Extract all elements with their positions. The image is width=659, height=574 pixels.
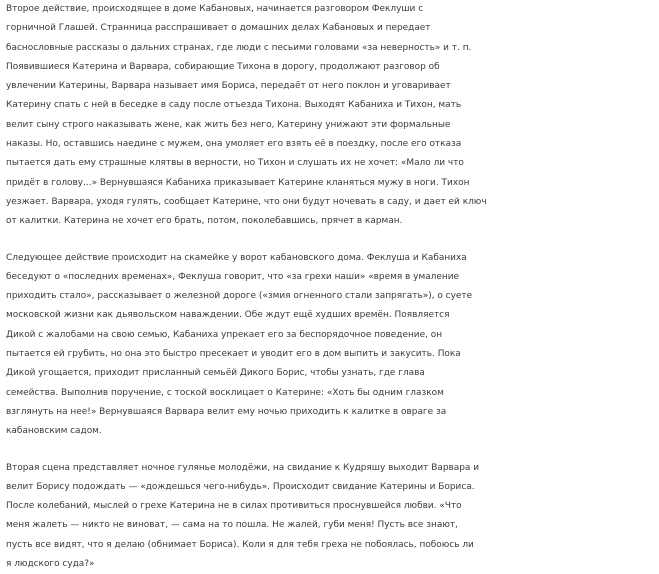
- paragraph: [6, 0, 658, 232]
- text-line: уезжает. Варвара, уходя гулять, сообщает Катерине, что они будут ночевать в саду, и дает ей ключ: [6, 196, 487, 207]
- paragraph-gap: [6, 232, 658, 249]
- text-line: Дикой угощается, приходит присланный семьёй Дикого Борис, чтобы узнать, где глава: [6, 368, 425, 379]
- text-line: взглянуть на нее!» Вернувшаяся Варвара велит ему ночью приходить к калитке в овраге за: [6, 406, 447, 417]
- text-line: пытается ей грубить, но она это быстро пресекает и уводит его в дом выпить и закусить. Пока: [6, 349, 461, 360]
- paragraph-gap: [6, 442, 658, 459]
- text-line: горничной Глашей. Странница расспрашивает о домашних делах Кабановых и передает: [6, 23, 431, 34]
- text-line: я людского суда?»: [6, 559, 95, 570]
- paragraph: [6, 249, 658, 442]
- text-line: увлечении Катерины, Варвара называет имя Бориса, передаёт от него поклон и уговаривает: [6, 81, 451, 92]
- text-line: кабановским садом.: [6, 426, 102, 437]
- text-line: пытается дать ему страшные клятвы в верности, но Тихон и слушать их не хочет: «Мало ли что: [6, 158, 464, 169]
- text-line: Следующее действие происходит на скамейке у ворот кабановского дома. Феклуша и Кабаниха: [6, 252, 467, 263]
- text-line: семейства. Выполнив поручение, с тоской восклицает о Катерине: «Хоть бы одним глазком: [6, 387, 444, 398]
- text-line: Катерину спать с ней в беседке в саду после отъезда Тихона. Выходят Кабаниха и Тихон, мать: [6, 100, 462, 111]
- text-line: беседуют о «последних временах», Феклуша говорит, что «за грехи наши» «время в умаление: [6, 271, 460, 282]
- text-line: пусть все видят, что я делаю (обнимает Бориса). Коли я для тебя греха не побоялась, побоюсь ли: [6, 539, 474, 550]
- text-line: приходить стало», рассказывает о железной дороге («змия огненного стали запрягать»), о суете: [6, 291, 473, 302]
- text-line: Второе действие, происходящее в доме Кабановых, начинается разговором Феклуши с: [6, 4, 424, 14]
- document-body: [6, 0, 658, 574]
- text-line: После колебаний, мыслей о грехе Катерина не в силах противиться проснувшейся любви. «Что: [6, 501, 462, 512]
- text-line: придёт в голову...» Вернувшаяся Кабаниха приказывает Катерине кланяться мужу в ноги. Тихон: [6, 177, 470, 188]
- text-line: московской жизни как дьявольском наваждении. Обе ждут ещё худших времён. Появляется: [6, 310, 450, 321]
- paragraph: [6, 459, 658, 574]
- text-line: меня жалеть — никто не виноват, — сама на то пошла. Не жалей, губи меня! Пусть все знают,: [6, 520, 458, 531]
- text-line: наказы. Но, оставшись наедине с мужем, она умоляет его взять её в поездку, после его отказа: [6, 139, 462, 150]
- text-line: баснословные рассказы о дальних странах, где люди с песьими головами «за неверность» и т. п.: [6, 42, 472, 53]
- text-line: велит сыну строго наказывать жене, как жить без него, Катерину унижают эти формальные: [6, 119, 451, 130]
- text-line: от калитки. Катерина не хочет его брать, потом, поколебавшись, прячет в карман.: [6, 216, 403, 227]
- text-line: Появившиеся Катерина и Варвара, собирающие Тихона в дорогу, продолжают разговор об: [6, 61, 440, 72]
- text-line: Дикой с жалобами на свою семью, Кабаниха упрекает его за беспорядочное поведение, он: [6, 329, 443, 340]
- text-line: велит Борису подождать — «дождешься чего-нибудь». Происходит свидание Катерины и Бориса.: [6, 481, 475, 492]
- text-line: Вторая сцена представляет ночное гулянье молодёжи, на свидание к Кудряшу выходит Варвара и: [6, 462, 480, 473]
